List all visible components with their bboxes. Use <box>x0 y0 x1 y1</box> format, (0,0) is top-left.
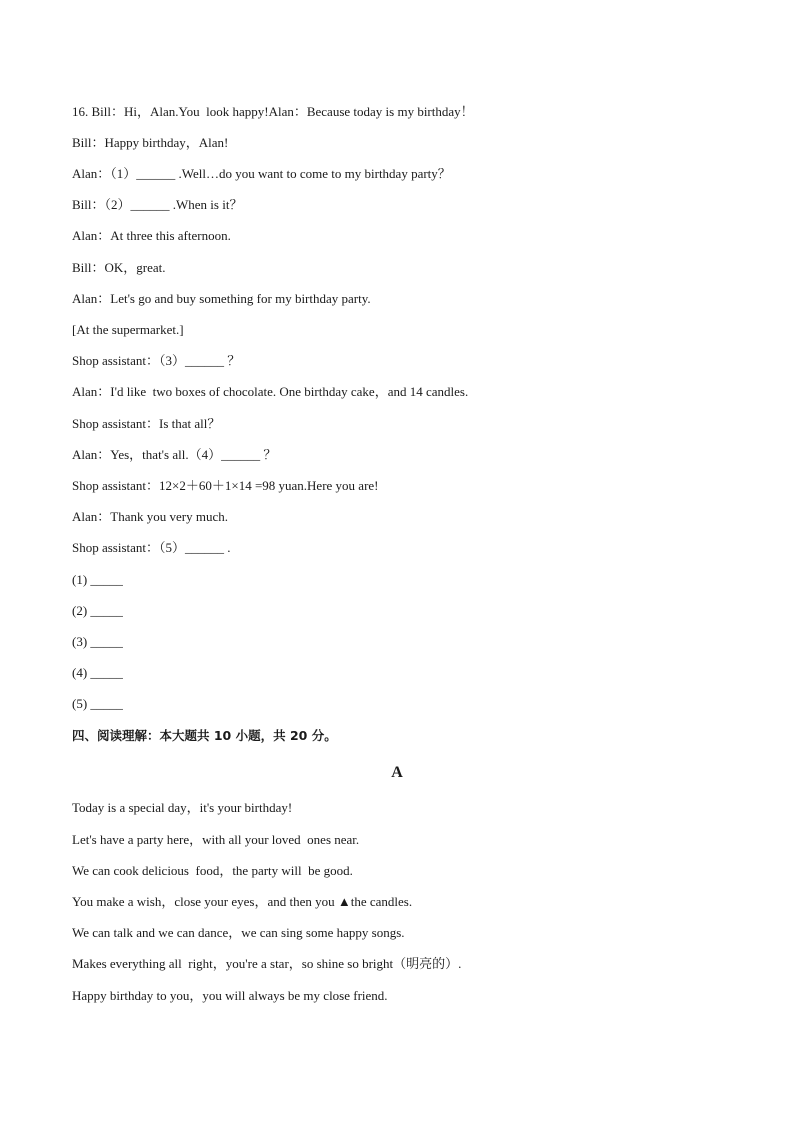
dialogue-line: Alan：（1）______ .Well…do you want to come to my birthday party？ <box>72 166 451 181</box>
answer-blank: (1) _____ <box>72 572 123 587</box>
dialogue-line: Alan：At three this afternoon. <box>72 228 231 243</box>
dialogue-line: Shop assistant：（5）______ . <box>72 540 231 555</box>
answer-blank: (5) _____ <box>72 696 123 711</box>
passage-line: Today is a special day，it's your birthday! <box>72 800 293 815</box>
dialogue-line: Alan：Let's go and buy something for my birthday party. <box>72 291 371 306</box>
dialogue-line: Alan：Yes，that's all.（4）______ ？ <box>72 447 277 462</box>
passage-line: We can cook delicious food，the party will be good. <box>72 863 353 878</box>
dialogue-line: Bill：OK，great. <box>72 260 166 275</box>
answer-blank: (2) _____ <box>72 603 123 618</box>
passage-title: A <box>391 764 403 781</box>
passage-line: You make a wish，close your eyes，and then you ▲the candles. <box>72 894 413 909</box>
dialogue-line: Shop assistant：12×2＋60＋1×14 =98 yuan.Here you are! <box>72 478 379 493</box>
answer-blank: (3) _____ <box>72 634 123 649</box>
passage-line: Happy birthday to you，you will always be my close friend. <box>72 988 388 1003</box>
dialogue-line: Shop assistant：（3）______ ？ <box>72 353 241 368</box>
dialogue-line: Bill：Happy birthday，Alan! <box>72 135 229 150</box>
dialogue-line: Alan：I'd like two boxes of chocolate. One birthday cake，and 14 candles. <box>72 384 469 399</box>
passage-line: Makes everything all right，you're a star，so shine so bright（明亮的）. <box>72 956 462 971</box>
dialogue-line: 16. Bill：Hi，Alan.You look happy!Alan：Because today is my birthday！ <box>72 104 474 119</box>
dialogue-line: Bill：（2）______ .When is it？ <box>72 197 243 212</box>
dialogue-line: [At the supermarket.] <box>72 322 184 337</box>
passage-line: We can talk and we can dance，we can sing some happy songs. <box>72 925 405 940</box>
section-heading: 四、阅读理解：本大题共 10 小题，共 20 分。 <box>72 728 337 743</box>
dialogue-line: Alan：Thank you very much. <box>72 509 228 524</box>
passage-line: Let's have a party here，with all your loved ones near. <box>72 832 360 847</box>
dialogue-line: Shop assistant：Is that all？ <box>72 416 221 431</box>
answer-blank: (4) _____ <box>72 665 123 680</box>
